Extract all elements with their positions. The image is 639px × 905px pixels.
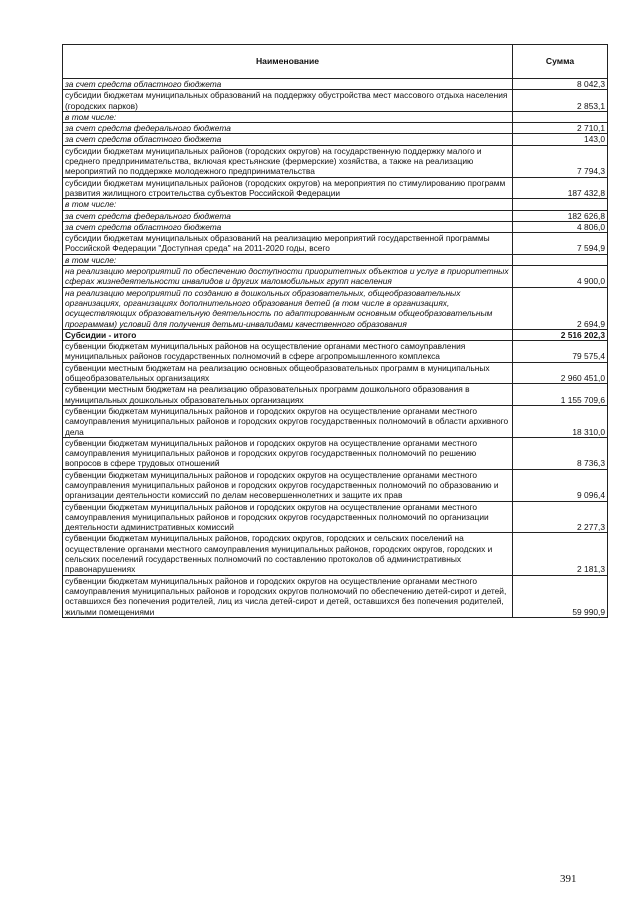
row-name-cell: субвенции бюджетам муниципальных районов и городских округов на осуществление органами местного самоуправления муниципальных районов и городских округов государственных полномочий по образованию и организации деятельности комиссий по делам несовершеннолетних и защите их прав	[63, 469, 513, 501]
row-name-cell: субвенции бюджетам муниципальных районов и городских округов на осуществление органами местного самоуправления муниципальных районов и городских округов государственных полномочий по решению вопросов в сфере трудовых отношений	[63, 437, 513, 469]
row-amount-cell: 79 575,4	[513, 341, 608, 363]
row-amount-cell: 7 794,3	[513, 145, 608, 177]
row-amount-cell: 2 853,1	[513, 90, 608, 112]
row-name-cell: субвенции бюджетам муниципальных районов, городских округов, городских и сельских поселений на осуществление органами местного самоуправления муниципальных районов, городских округов, городских и сельских поселений государственных полномочий по составлению протоколов об административных правонарушениях	[63, 533, 513, 575]
row-amount-cell: 8 736,3	[513, 437, 608, 469]
row-name-cell: субвенции бюджетам муниципальных районов и городских округов на осуществление органами местного самоуправления муниципальных районов и городских округов государственных полномочий по организации деятельности административных комиссий	[63, 501, 513, 533]
table-row	[63, 111, 608, 122]
row-name-cell: субсидии бюджетам муниципальных образований на реализацию мероприятий государственной программы Российской Федерации "Доступная среда" на 2011-2020 годы, всего	[63, 233, 513, 255]
table-row	[63, 123, 608, 134]
table-row	[63, 405, 608, 437]
row-name-cell: на реализацию мероприятий по обеспечению доступности приоритетных объектов и услуг в приоритетных сферах жизнедеятельности инвалидов и других маломобильных групп населения	[63, 266, 513, 288]
row-name-cell: в том числе:	[63, 254, 513, 265]
row-name-cell: субсидии бюджетам муниципальных районов (городских округов) на государственную поддержку малого и среднего предпринимательства, включая крестьянские (фермерские) хозяйства, а также на реализацию мероприятий по поддержке молодежного предпринимательства	[63, 145, 513, 177]
row-name-cell: субвенции бюджетам муниципальных районов и городских округов на осуществление органами местного самоуправления муниципальных районов и городских округов полномочий по обеспечению детей-сирот и детей, оставшихся без попечения родителей, лиц из числа детей-сирот и детей, оставшихся без попечения родителей, жилыми помещениями	[63, 575, 513, 617]
row-name-cell: субвенции местным бюджетам на реализацию основных общеобразовательных программ в муниципальных общеобразовательных организациях	[63, 362, 513, 384]
row-amount-cell: 9 096,4	[513, 469, 608, 501]
table-row	[63, 362, 608, 384]
table-row	[63, 254, 608, 265]
table-row	[63, 341, 608, 363]
row-name-cell: субвенции бюджетам муниципальных районов на осуществление органами местного самоуправления муниципальных районов государственных полномочий в сфере агропромышленного комплекса	[63, 341, 513, 363]
table-body	[63, 79, 608, 618]
row-name-cell: в том числе:	[63, 199, 513, 210]
page-number: 391	[560, 873, 577, 885]
table-row	[63, 575, 608, 617]
row-name-cell: за счет средств областного бюджета	[63, 221, 513, 232]
table-row	[63, 221, 608, 232]
row-amount-cell: 18 310,0	[513, 405, 608, 437]
row-amount-cell: 187 432,8	[513, 177, 608, 199]
row-amount-cell: 143,0	[513, 134, 608, 145]
table-row	[63, 384, 608, 406]
table-row	[63, 437, 608, 469]
name-column-header: Наименование	[63, 45, 513, 79]
row-amount-cell: 4 806,0	[513, 221, 608, 232]
row-amount-cell: 2 277,3	[513, 501, 608, 533]
row-amount-cell: 4 900,0	[513, 266, 608, 288]
row-name-cell: субвенции местным бюджетам на реализацию образовательных программ дошкольного образования в муниципальных дошкольных образовательных организациях	[63, 384, 513, 406]
row-name-cell: за счет средств областного бюджета	[63, 79, 513, 90]
row-name-cell: за счет средств федерального бюджета	[63, 123, 513, 134]
row-name-cell: субсидии бюджетам муниципальных образований на поддержку обустройства мест массового отдыха населения (городских парков)	[63, 90, 513, 112]
budget-table	[62, 44, 608, 618]
table-row	[63, 199, 608, 210]
table-row	[63, 177, 608, 199]
table-row	[63, 145, 608, 177]
amount-column-header: Сумма	[513, 45, 608, 79]
table-row	[63, 90, 608, 112]
table-row	[63, 79, 608, 90]
table-row	[63, 134, 608, 145]
row-name-cell: в том числе:	[63, 111, 513, 122]
row-amount-cell: 2 710,1	[513, 123, 608, 134]
row-amount-cell	[513, 111, 608, 122]
table-row	[63, 469, 608, 501]
row-amount-cell: 2 694,9	[513, 287, 608, 329]
table-row	[63, 233, 608, 255]
row-amount-cell: 182 626,8	[513, 210, 608, 221]
row-amount-cell	[513, 254, 608, 265]
row-amount-cell	[513, 199, 608, 210]
row-amount-cell: 7 594,9	[513, 233, 608, 255]
table-row	[63, 501, 608, 533]
row-amount-cell: 2 516 202,3	[513, 329, 608, 340]
table-header-row	[63, 45, 608, 79]
row-name-cell: субсидии бюджетам муниципальных районов (городских округов) на мероприятия по стимулированию программ развития жилищного строительства субъектов Российской Федерации	[63, 177, 513, 199]
row-name-cell: за счет средств федерального бюджета	[63, 210, 513, 221]
table-row	[63, 329, 608, 340]
row-name-cell: субвенции бюджетам муниципальных районов и городских округов на осуществление органами местного самоуправления муниципальных районов и городских округов государственных полномочий в области архивного дела	[63, 405, 513, 437]
row-amount-cell: 1 155 709,6	[513, 384, 608, 406]
table-row	[63, 287, 608, 329]
row-amount-cell: 2 181,3	[513, 533, 608, 575]
row-amount-cell: 2 960 451,0	[513, 362, 608, 384]
row-name-cell: на реализацию мероприятий по созданию в дошкольных образовательных, общеобразовательных организациях, организациях дополнительного образования детей (в том числе в организациях, осуществляющих образовательную деятельность по адаптированным основным общеобразовательным программам) условий для получения детьми-инвалидами качественного образования	[63, 287, 513, 329]
row-name-cell: Субсидии - итого	[63, 329, 513, 340]
row-name-cell: за счет средств областного бюджета	[63, 134, 513, 145]
table-row	[63, 266, 608, 288]
table-row	[63, 533, 608, 575]
row-amount-cell: 59 990,9	[513, 575, 608, 617]
row-amount-cell: 8 042,3	[513, 79, 608, 90]
table-row	[63, 210, 608, 221]
